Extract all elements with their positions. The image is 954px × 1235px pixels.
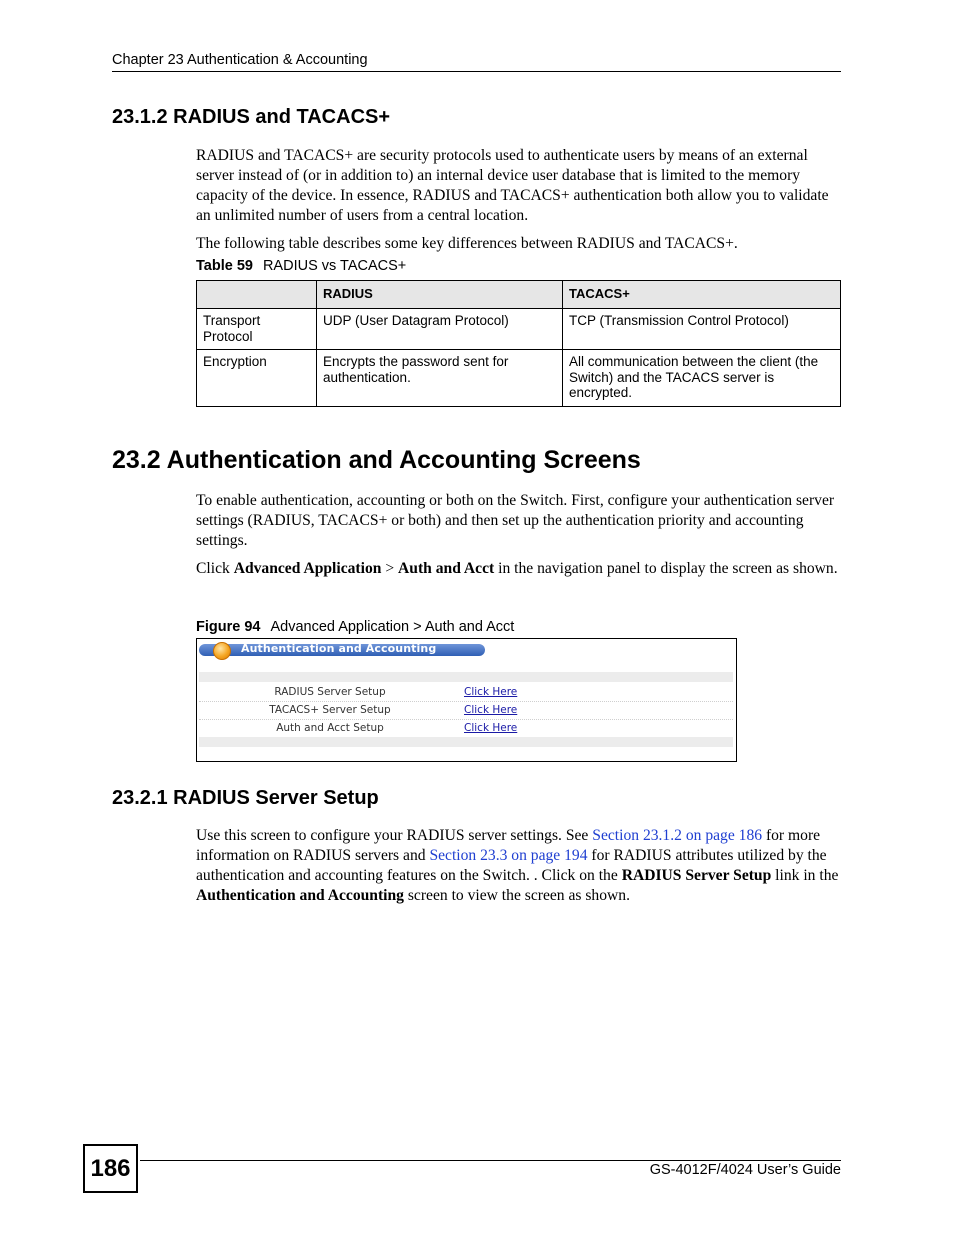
- cross-reference-link[interactable]: Section 23.1.2 on page 186: [592, 827, 763, 844]
- section-heading-23-1-2: 23.1.2 RADIUS and TACACS+: [112, 106, 391, 128]
- click-here-link-auth-acct[interactable]: Click Here: [464, 722, 518, 734]
- text-fragment: in the navigation panel to display the screen as shown.: [494, 560, 838, 577]
- table-cell: Transport Protocol: [197, 309, 317, 350]
- footer-guide-title: GS-4012F/4024 User’s Guide: [649, 1162, 841, 1178]
- text-fragment: Click: [196, 560, 234, 577]
- table-caption-label: Table 59: [196, 258, 253, 274]
- table-header-cell: RADIUS: [317, 281, 563, 309]
- menu-path-auth-and-acct: Auth and Acct: [398, 560, 495, 577]
- table-header-cell: [197, 281, 317, 309]
- table-cell: Encrypts the password sent for authentication.: [317, 350, 563, 407]
- bold-term: Authentication and Accounting: [196, 887, 404, 904]
- paragraph-enable-auth: To enable authentication, accounting or both on the Switch. First, configure your authentication server settings (RADIUS, TACACS+ or both) and then set up the authentication priority and accounting settings.: [196, 492, 835, 549]
- setup-label-tacacs: TACACS+ Server Setup: [269, 704, 391, 716]
- table-top-band: [199, 672, 733, 682]
- text-fragment: link in the: [771, 867, 839, 884]
- paragraph-navigation-instruction: [196, 559, 841, 579]
- comparison-table: [196, 280, 841, 407]
- running-header: Chapter 23 Authentication & Accounting: [112, 52, 368, 68]
- text-fragment: screen to view the screen as shown.: [403, 887, 630, 904]
- menu-path-advanced-application: Advanced Application: [233, 560, 382, 577]
- table-row: [197, 350, 841, 407]
- table-cell: All communication between the client (the Switch) and the TACACS server is encrypted.: [563, 350, 841, 407]
- list-item: [199, 684, 733, 702]
- paragraph-radius-intro: RADIUS and TACACS+ are security protocols used to authenticate users by means of an external server instead of (or in addition to) an internal device user database that is limited to the memory capacity of the device. In essence, RADIUS and TACACS+ authentication both allow you to validate an unlimited number of users from a central location.: [196, 147, 829, 224]
- table-cell: TCP (Transmission Control Protocol): [563, 309, 841, 350]
- table-row: [197, 309, 841, 350]
- page-number: 186: [83, 1144, 138, 1193]
- header-rule: [112, 71, 841, 72]
- table-cell: UDP (User Datagram Protocol): [317, 309, 563, 350]
- table-header-row: [197, 281, 841, 309]
- paragraph-radius-server-setup: [196, 826, 841, 906]
- table-bottom-band: [199, 737, 733, 747]
- screen-title: Authentication and Accounting: [241, 642, 437, 655]
- click-here-link-radius[interactable]: Click Here: [464, 686, 518, 698]
- text-fragment: >: [381, 560, 399, 577]
- click-here-link-tacacs[interactable]: Click Here: [464, 704, 518, 716]
- setup-label-auth-acct: Auth and Acct Setup: [276, 722, 384, 734]
- list-item: [199, 702, 733, 720]
- text-fragment: for more information on RADIUS servers and: [196, 827, 821, 864]
- table-header-cell: TACACS+: [563, 281, 841, 309]
- table-caption-text: RADIUS vs TACACS+: [262, 258, 407, 274]
- table-cell: Encryption: [197, 350, 317, 407]
- text-fragment: Use this screen to configure your RADIUS server settings. See: [196, 827, 593, 844]
- section-heading-23-2: 23.2 Authentication and Accounting Screens: [112, 446, 641, 474]
- footer-rule: [140, 1160, 841, 1161]
- figure-caption: [196, 619, 514, 635]
- cross-reference-link[interactable]: Section 23.3 on page 194: [429, 847, 588, 864]
- orb-icon: [213, 642, 231, 660]
- figure-caption-text: Advanced Application > Auth and Acct: [270, 619, 515, 635]
- setup-label-radius: RADIUS Server Setup: [274, 686, 386, 698]
- bold-term: RADIUS Server Setup: [621, 867, 772, 884]
- section-heading-23-2-1: 23.2.1 RADIUS Server Setup: [112, 787, 379, 809]
- table-caption: [196, 258, 406, 274]
- paragraph-table-intro: The following table describes some key differences between RADIUS and TACACS+.: [196, 235, 738, 252]
- list-item: [199, 720, 733, 737]
- text-fragment: for RADIUS attributes utilized by the authentication and accounting features on the Switch. . Click on the: [196, 847, 827, 884]
- figure-caption-label: Figure 94: [196, 619, 261, 635]
- figure-auth-and-acct-screen: [196, 638, 737, 762]
